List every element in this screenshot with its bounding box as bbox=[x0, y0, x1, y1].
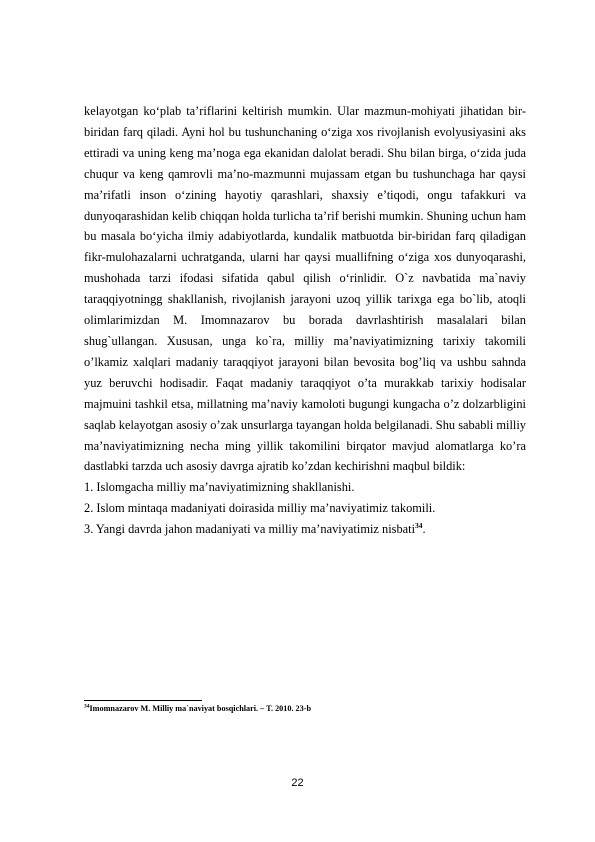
list-item-3 bbox=[84, 519, 526, 540]
list-item-1: 1. Islomgacha milliy ma’naviyatimizning shakllanishi. bbox=[84, 480, 355, 495]
footnote bbox=[84, 703, 526, 714]
page-number: 22 bbox=[291, 777, 304, 789]
list-item-3-text: 3. Yangi davrda jahon madaniyati va milliy ma’naviyatimiz nisbati bbox=[84, 522, 416, 537]
footnote-text: Imomnazarov M. Milliy ma`naviyat bosqichlari. – T. 2010. 23-b bbox=[89, 704, 312, 713]
body-text bbox=[84, 101, 526, 540]
footnote-reference[interactable]: 34 bbox=[415, 521, 423, 530]
main-paragraph: kelayotgan ko‘plab ta’riflarini keltirish mumkin. Ular mazmun-mohiyati jihatidan bir-biridan farq qiladi. Ayni hol bu tushunchaning o‘ziga xos rivojlanish evolyusiyasini aks ettiradi va uning keng ma’noga ega ekanidan dalolat beradi. Shu bilan birga, o‘zida juda chuqur va keng qamrovli ma’no-mazmunni mujassam etgan bu tushunchaga har qaysi ma’rifatli inson o‘zining hayotiy qarashlari, shaxsiy e’tiqodi, ongu tafakkuri va dunyoqarashidan kelib chiqqan holda turlicha ta’rif berishi mumkin. Shuning uchun ham bu masala bo‘yicha ilmiy adabiyotlarda, kundalik matbuotda bir-biridan farq qiladigan fikr-mulohazalarni uchratganda, ularni har qaysi muallifning o‘ziga xos dunyoqarashi, mushohada tarzi ifodasi sifatida qabul qilish o‘rinlidir. O`z navbatida ma`naviy taraqqiyotningg shakllanish, rivojlanish jarayoni uzoq yillik tarixga ega bo`lib, atoqli olimlarimizdan M. Imomnazarov bu borada davrlashtirish masalalari bilan shug`ullangan. Xususan, unga ko`ra, milliy ma’naviyatimizning tarixiy takomili o’lkamiz xalqlari madaniy taraqqiyot jarayoni bilan bevosita bog’liq va ushbu sahnda yuz beruvchi hodisadir. Faqat madaniy taraqqiyot o’ta murakkab tarixiy hodisalar majmuini tashkil etsa, millatning ma’naviy kamoloti bugungi kungacha o’z dolzarbligini saqlab kelayotgan asosiy o’zak unsurlarga tayangan holda belgilanadi. Shu sababli milliy ma’naviyatimizning necha ming yillik takomilini birqator mavjud alomatlarga ko’ra dastlabki tarzda uch asosiy davrga ajratib ko’zdan kechirishni maqbul bildik: bbox=[84, 104, 526, 474]
footnote-divider bbox=[84, 700, 202, 701]
list-item-2: 2. Islom mintaqa madaniyati doirasida milliy ma’naviyatimiz takomili. bbox=[84, 501, 436, 516]
list-item-3-punct: . bbox=[422, 522, 426, 537]
footnote-marker: 34 bbox=[84, 703, 90, 710]
